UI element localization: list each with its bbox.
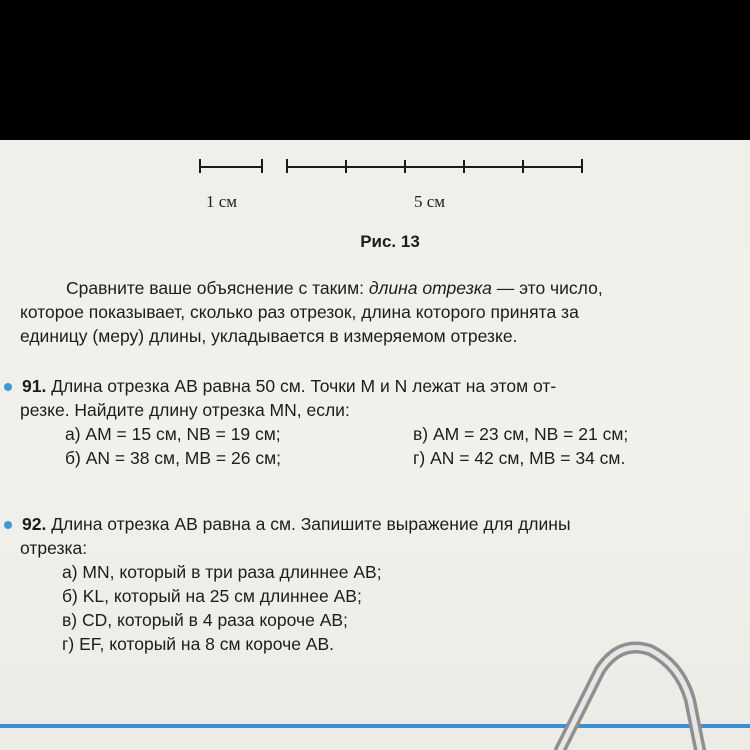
task-92-option-a: а) MN, который в три раза длиннее AB; xyxy=(62,562,382,582)
figure-caption: Рис. 13 xyxy=(360,232,420,251)
para-line1-italic: длина отрезка xyxy=(368,278,492,298)
task-92-option-b: б) KL, который на 25 см длиннее AB; xyxy=(62,586,362,606)
task-91-number: 91. xyxy=(22,376,47,396)
para-line1-b: — это число, xyxy=(491,278,603,298)
page-footer-rule xyxy=(0,724,750,728)
task-91-line2: резке. Найдите длину отрезка MN, если: xyxy=(20,400,350,420)
task-92-option-v: в) CD, который в 4 раза короче AB; xyxy=(62,610,348,630)
task-91-option-a: а) AM = 15 см, NB = 19 см; xyxy=(65,424,281,444)
task-91-line1: Длина отрезка AB равна 50 см. Точки M и N лежат на этом от- xyxy=(46,376,557,396)
para-line1-a: Сравните ваше объяснение с таким: xyxy=(66,278,369,298)
task-91-option-b: б) AN = 38 см, MB = 26 см; xyxy=(65,448,281,468)
para-line3: единицу (меру) длины, укладывается в измеряемом отрезке. xyxy=(20,326,518,346)
label-1cm: 1 см xyxy=(206,192,238,211)
task-92-line1: Длина отрезка AB равна a см. Запишите выражение для длины xyxy=(46,514,571,534)
task-92-option-g: г) EF, который на 8 см короче AB. xyxy=(62,634,335,654)
definition-paragraph xyxy=(20,276,740,348)
textbook-page xyxy=(0,140,750,750)
task-91-option-g: г) AN = 42 см, MB = 34 см. xyxy=(413,448,626,468)
task-92 xyxy=(20,512,745,656)
label-5cm: 5 см xyxy=(414,192,446,211)
bullet-icon xyxy=(4,521,12,529)
task-91 xyxy=(20,374,745,470)
task-92-line2: отрезка: xyxy=(20,538,88,558)
bullet-icon xyxy=(4,383,12,391)
task-92-number: 92. xyxy=(22,514,47,534)
task-91-option-v: в) AM = 23 см, NB = 21 см; xyxy=(413,424,629,444)
para-line2: которое показывает, сколько раз отрезок, длина которого принята за xyxy=(20,302,579,322)
